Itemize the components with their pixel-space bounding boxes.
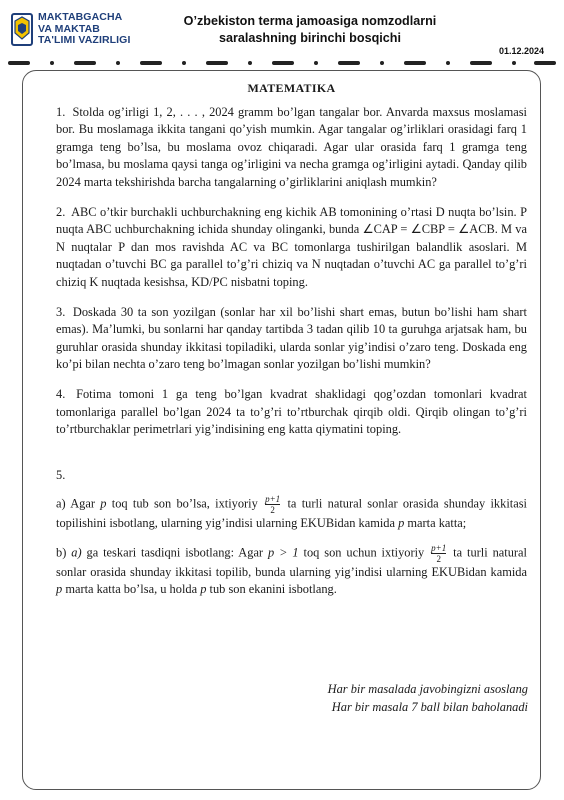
fraction-numerator: p+1 — [431, 542, 447, 553]
fraction-numerator: p+1 — [265, 494, 281, 505]
text-fragment: ga teskari tasdiqni isbotlang: Agar — [86, 545, 264, 560]
problem-2 — [56, 204, 527, 292]
problem-3 — [56, 304, 527, 374]
text-fragment: a) — [71, 545, 82, 560]
fraction-denominator: 2 — [436, 553, 441, 564]
fraction — [265, 494, 280, 515]
problem-text: Stolda og’irligi 1, 2, . . . , 2024 gramm bo’lgan tangalar bor. Anvarda maxsus moslamasi bor. Bu moslamaga ikkita tangani qo’yish mumkin. Agar tangalar og’irliklari orasidagi farq 1 gramga teng bo’lsa, bu moslama ovoz chiqaradi. Agar ular orasida farq 1 gramga teng bo’lmasa, bu moslama qaysi tanga og’irligini va necha gramga og’irligini aytadi. Qanday qilib 2024 marta tekshirishda barcha tangalarning o’girliklarini aniqlash mumkin? — [56, 104, 527, 189]
problem-5-number: 5. — [56, 467, 66, 482]
footer-line: Har bir masala 7 ball bilan baholanadi — [331, 700, 528, 714]
problem-text: ABC o’tkir burchakli uchburchakning eng kichik AB tomonining o’rtasi D nuqta bo’lsin. P nuqta ABC uchburchakning ichida shunday olinganki, bunda ∠CAP = ∠CBP = ∠ACB. M va N nuqtalar P dan mos ravishda AC va BC tomonlarga tushirilgan balandlik asoslari. M nuqtadan o’tuvchi BC ga parallel to’g’ri chiziq va N nuqtadan o’tuvchi AC ga parallel to’g’ri chiziq K nuqtada kesishsa, KD/PC nisbatni toping. — [56, 204, 527, 289]
problem-5a — [56, 494, 527, 533]
math-var: p — [398, 516, 405, 531]
ministry-line: MAKTABGACHA — [38, 11, 123, 23]
footer-notes — [328, 680, 528, 716]
math-var: p — [100, 496, 107, 511]
text-fragment: toq tub son bo’lsa, ixtiyoriy — [111, 496, 258, 511]
text-fragment: marta katta bo’lsa, u holda — [65, 582, 198, 597]
ministry-line: VA MAKTAB — [38, 22, 100, 35]
document-title — [175, 13, 445, 47]
title-line: O’zbekiston terma jamoasiga nomzodlarni — [183, 14, 437, 28]
problem-text: Doskada 30 ta son yozilgan (sonlar har xil bo’lishi shart emas, butun bo’lishi ham shart emas). Ma’lumki, bu sonlarni har qanday tartibda 3 tadan qilib 10 ta guruhga arjatsak ham, bu guruhlar orasida shunday ikkitasi topiladiki, ularda sonlar yig’indisi o’zaro teng. Doskada eng ko’pi bilan nechta o’zaro teng bo’lmagan sonlar yozilgan bo’lishi mumkin? — [56, 304, 527, 372]
fraction — [431, 543, 446, 564]
text-fragment: a) Agar — [56, 496, 95, 511]
exam-content — [56, 80, 527, 609]
ministry-logo-icon — [11, 13, 33, 46]
text-fragment: marta katta; — [407, 516, 467, 531]
text-fragment: ta turli natural sonlar orasida shunday ikkitasi topilib, bunda ularning yig’indisi ularning EKUBidan kamida — [56, 545, 527, 579]
problem-1 — [56, 104, 527, 192]
problem-number: 4. — [56, 386, 66, 401]
footer-line: Har bir masalada javobingizni asoslang — [327, 682, 528, 696]
problem-text: Fotima tomoni 1 ga teng bo’lgan kvadrat shaklidagi qog’ozdan tomonlari kvadrat tomonlariga parallel bo’lgan 2024 ta to’g’ri to’rtburchak qirqib oldi. Qirqib olingan to’g’ri to’rtburchaklar perimetrlari yig’indisining eng katta qiymatini toping. — [56, 386, 527, 437]
math-expression: p > 1 — [268, 545, 299, 560]
decorative-divider — [8, 59, 556, 67]
text-fragment: toq son uchun ixtiyoriy — [303, 545, 425, 560]
document-date: 01.12.2024 — [498, 46, 544, 56]
fraction-denominator: 2 — [270, 505, 275, 516]
text-fragment: tub son ekanini isbotlang. — [209, 582, 337, 597]
title-line: saralashning birinchi bosqichi — [219, 31, 401, 45]
math-var: p — [56, 582, 63, 597]
text-fragment: ta turli natural sonlar orasida shunday ikkitasi topilishini isbotlang, ularning yig’indisi ularning EKUBidan kamida — [56, 496, 527, 531]
text-fragment: b) — [56, 545, 67, 560]
page-header — [0, 0, 564, 62]
problem-number: 2. — [56, 204, 66, 219]
subject-heading: MATEMATIKA — [247, 81, 336, 95]
problem-number: 1. — [56, 104, 66, 119]
problem-5b — [56, 543, 527, 599]
ministry-line: TA'LIMI VAZIRLIGI — [38, 34, 131, 46]
ministry-name — [38, 12, 130, 47]
problem-4 — [56, 386, 527, 439]
problem-number: 3. — [56, 304, 66, 319]
math-var: p — [200, 582, 207, 597]
